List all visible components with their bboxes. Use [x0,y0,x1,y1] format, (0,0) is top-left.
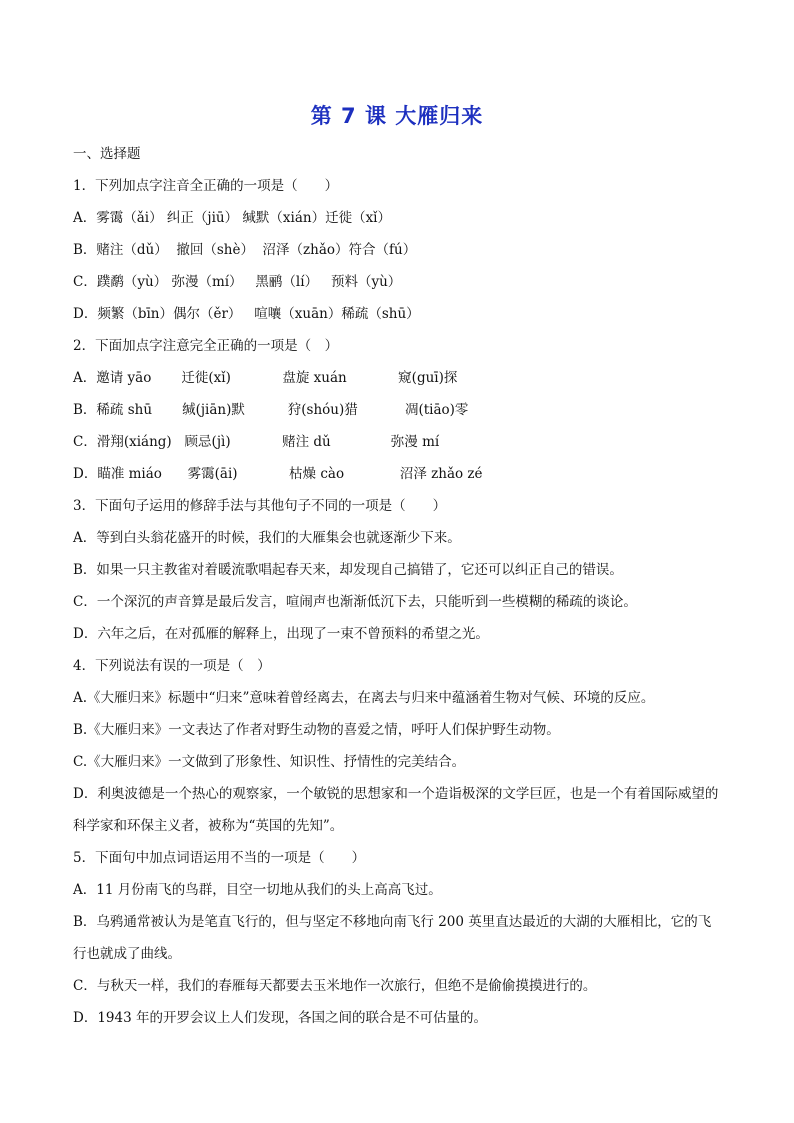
question-5-option-c: C．与秋天一样，我们的春雁每天都要去玉米地作一次旅行，但绝不是偷偷摸摸进行的。 [73,978,597,994]
question-1-option-a: A．雾霭（ǎi） 纠正（jiū） 缄默（xián）迁徙（xǐ） [73,210,392,226]
question-3-option-b: B．如果一只主教雀对着暖流歌唱起春天来，却发现自己搞错了，它还可以纠正自己的错误。 [73,562,623,578]
question-5-option-b: B．乌鸦通常被认为是笔直飞行的，但与坚定不移地向南飞行 200 英里直达最近的大湖的大雁相比，它的飞行也就成了曲线。 [73,914,712,962]
question-1-option-b: B．赌注（dǔ） 撤回（shè） 沼泽（zhǎo）符合（fú） [73,242,417,258]
question-4-option-d: D．利奥波德是一个热心的观察家，一个敏锐的思想家和一个造诣极深的文学巨匠，也是一个有着国际威望的科学家和环保主义者，被称为“英国的先知”。 [73,786,719,834]
question-1-option-c: C．蹼鹬（yù） 弥漫（mí） 黑鹂（lí） 预料（yù） [73,274,402,290]
question-5-option-a: A．11 月份南飞的鸟群，目空一切地从我们的头上高高飞过。 [73,882,442,898]
question-3-option-c: C．一个深沉的声音算是最后发言，喧闹声也渐渐低沉下去，只能听到一些模糊的稀疏的谈论。 [73,594,637,610]
question-2-option-a: A．邀请 yāo 迁徙(xǐ) 盘旋 xuán 窥(guī)探 [73,370,458,386]
question-1-stem: 1．下列加点字注音全正确的一项是（ ） [73,178,339,194]
question-4-option-a: A.《大雁归来》标题中“归来”意味着曾经离去，在离去与归来中蕴涵着生物对气候、环境的反应。 [73,690,655,706]
question-3-stem: 3．下面句子运用的修辞手法与其他句子不同的一项是（ ） [73,498,447,514]
question-5-option-d: D．1943 年的开罗会议上人们发现，各国之间的联合是不可估量的。 [73,1010,487,1026]
question-2-stem: 2．下面加点字注意完全正确的一项是（ ） [73,338,339,354]
page-title: 第 7 课 大雁归来 [310,104,484,128]
question-5-stem: 5．下面句中加点词语运用不当的一项是（ ） [73,850,366,866]
question-3-option-a: A．等到白头翁花盛开的时候，我们的大雁集会也就逐渐少下来。 [73,530,461,546]
question-2-option-b: B．稀疏 shū 缄(jiān)默 狩(shóu)猎 凋(tiāo)零 [73,402,469,418]
question-list [73,143,723,1039]
question-2-option-c: C．滑翔(xiáng) 顾忌(jì) 赌注 dǔ 弥漫 mí [73,434,440,450]
question-4-option-c: C.《大雁归来》一文做到了形象性、知识性、抒情性的完美结合。 [73,754,466,770]
question-4-stem: 4．下列说法有误的一项是（ ） [73,658,271,674]
question-2-option-d: D．瞄准 miáo 雾霭(āi) 枯燥 cào 沼泽 zhǎo zé [73,466,483,482]
section-heading: 一、选择题 [73,146,141,162]
question-3-option-d: D．六年之后，在对孤雁的解释上，出现了一束不曾预料的希望之光。 [73,626,489,642]
question-1-option-d: D．频繁（bīn）偶尔（ěr） 喧嚷（xuān）稀疏（shū） [73,306,420,322]
question-4-option-b: B.《大雁归来》一文表达了作者对野生动物的喜爱之情，呼吁人们保护野生动物。 [73,722,560,738]
